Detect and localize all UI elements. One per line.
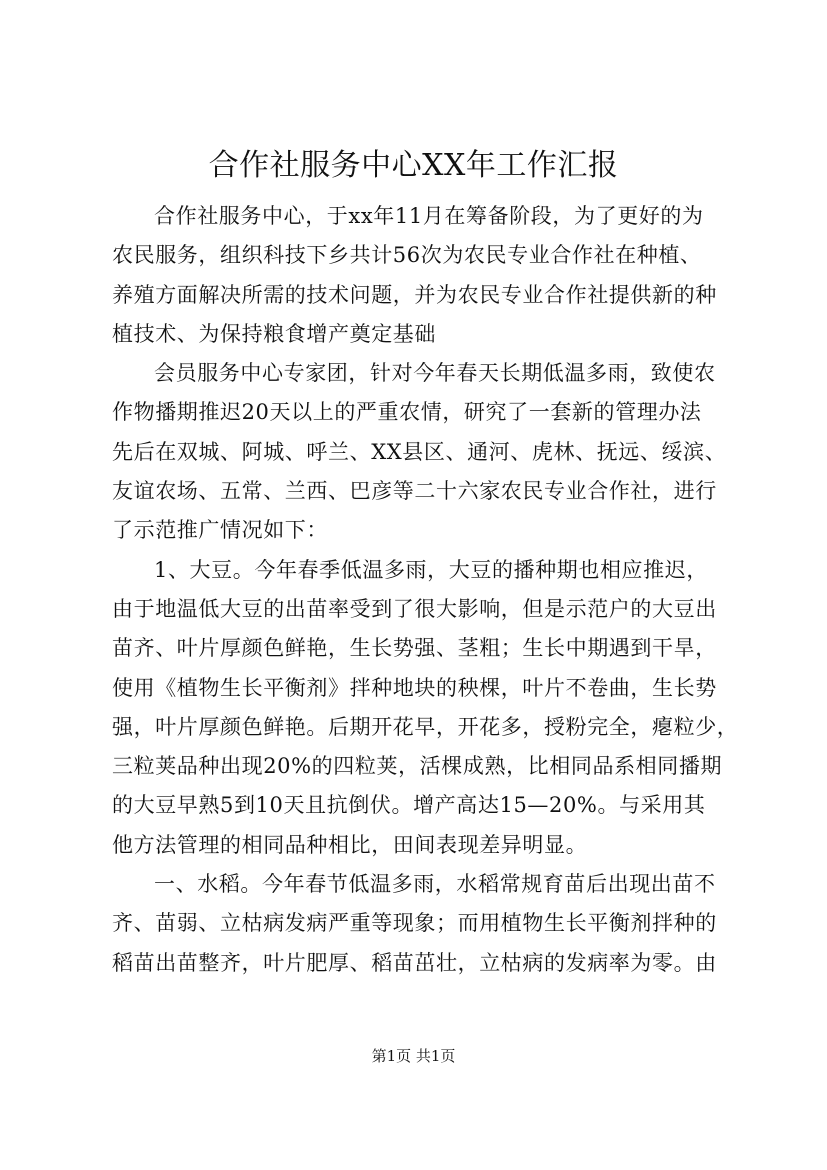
document-title: 合作社服务中心XX年工作汇报: [208, 148, 619, 183]
text-line: 他方法管理的相同品种相比，田间表现差异明显。: [112, 832, 588, 857]
page-footer: 第1页 共1页: [371, 1047, 456, 1065]
text-line: 由于地温低大豆的出苗率受到了很大影响，但是示范户的大豆出: [112, 596, 717, 621]
text-line: 的大豆早熟5到10天且抗倒伏。增产高达15—20%。与采用其: [112, 793, 706, 818]
text-line: 强，叶片厚颜色鲜艳。后期开花早，开花多，授粉完全，瘪粒少，: [112, 714, 739, 739]
text-line: 了示范推广情况如下：: [112, 518, 328, 543]
text-line: 友谊农场、五常、兰西、巴彦等二十六家农民专业合作社，进行: [112, 479, 717, 504]
text-line: 使用《植物生长平衡剂》拌种地块的秧棵，叶片不卷曲，生长势: [112, 675, 717, 700]
text-line: 苗齐、叶片厚颜色鲜艳，生长势强、茎粗；生长中期遇到干旱，: [112, 636, 717, 661]
text-line: 1、大豆。今年春季低温多雨，大豆的播种期也相应推迟，: [154, 557, 708, 582]
text-line: 农民服务，组织科技下乡共计56次为农民专业合作社在种植、: [112, 243, 702, 268]
text-line: 作物播期推迟20天以上的严重农情，研究了一套新的管理办法: [112, 400, 702, 425]
text-line: 稻苗出苗整齐，叶片肥厚、稻苗茁壮，立枯病的发病率为零。由: [112, 950, 717, 975]
document-body: [112, 197, 739, 983]
text-line: 植技术、为保持粮食增产奠定基础: [112, 321, 436, 346]
text-line: 齐、苗弱、立枯病发病严重等现象；而用植物生长平衡剂拌种的: [112, 911, 717, 936]
text-line: 会员服务中心专家团，针对今年春天长期低温多雨，致使农: [154, 361, 716, 386]
text-line: 先后在双城、阿城、呼兰、XX县区、通河、虎林、抚远、绥滨、: [112, 439, 727, 464]
text-line: 一、水稻。今年春节低温多雨，水稻常规育苗后出现出苗不: [154, 872, 716, 897]
text-line: 三粒荚品种出现20%的四粒荚，活棵成熟，比相同品系相同播期: [112, 754, 723, 779]
text-line: 合作社服务中心，于xx年11月在筹备阶段，为了更好的为: [154, 204, 704, 228]
text-line: 养殖方面解决所需的技术问题，并为农民专业合作社提供新的种: [112, 282, 717, 307]
